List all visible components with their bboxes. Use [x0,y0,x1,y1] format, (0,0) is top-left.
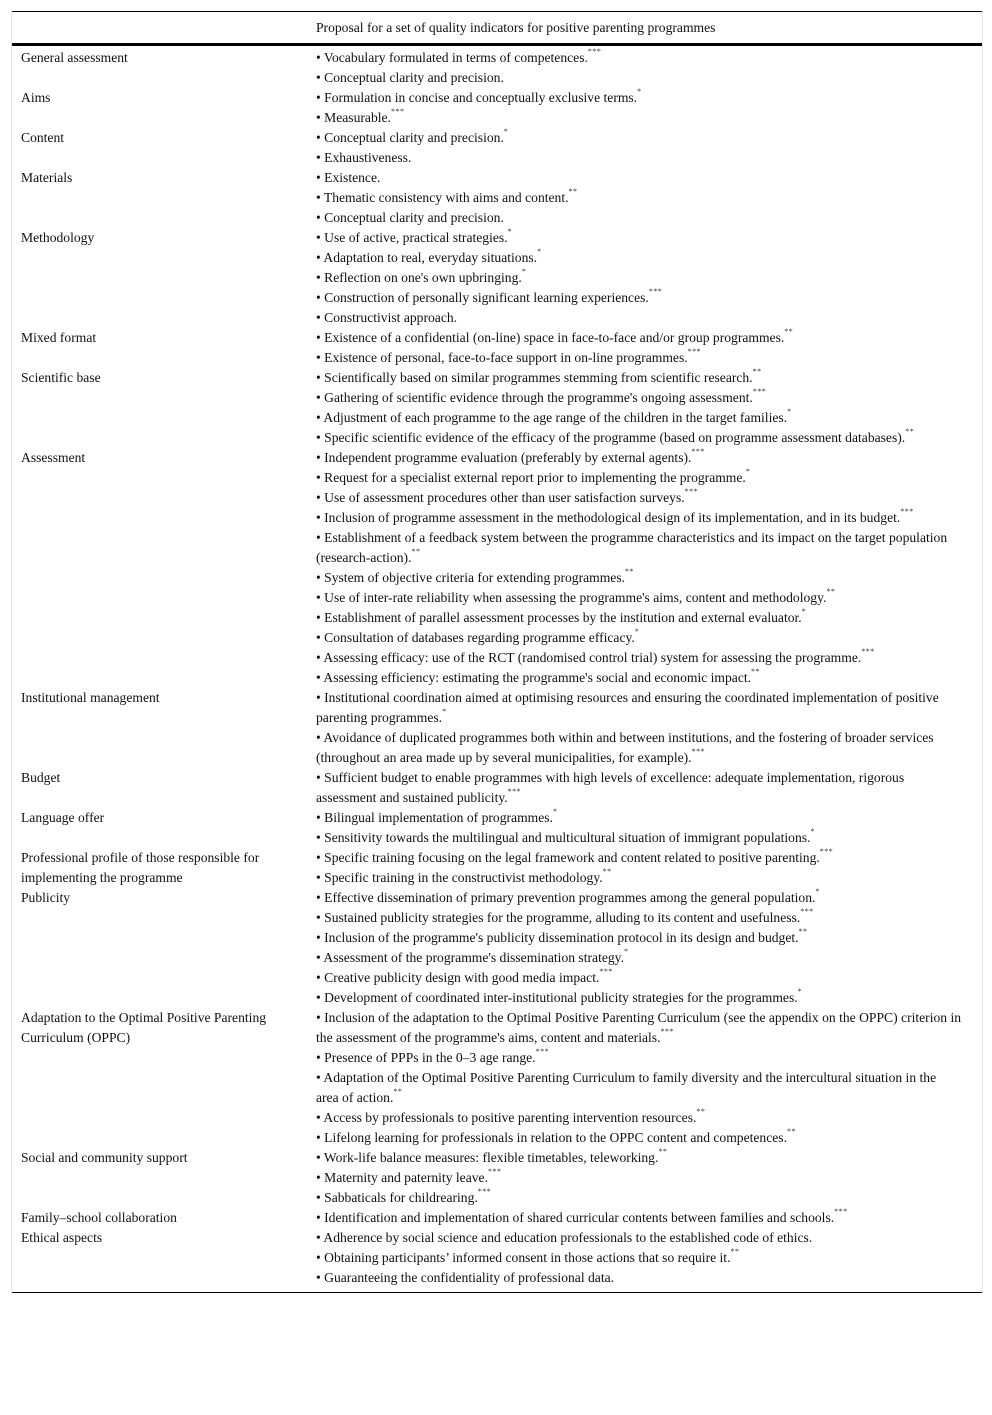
significance-marker: ** [751,667,761,676]
indicator-item [316,908,982,928]
category-cell: Aims [21,90,51,105]
indicator-text: • Specific training focusing on the legal framework and content related to positive parenting. [316,850,820,865]
indicator-text: • Use of assessment procedures other than user satisfaction surveys. [316,490,685,505]
indicator-text: • Creative publicity design with good media impact. [316,970,600,985]
category-cell: Adaptation to the Optimal Positive Parenting Curriculum (OPPC) [21,1010,267,1045]
indicator-text: • Formulation in concise and conceptually exclusive terms. [316,90,638,105]
indicator-text: • Sufficient budget to enable programmes with high levels of excellence: adequate implementation, rigorous assessment and sustained publicity. [316,770,905,805]
table-body [12,45,982,1293]
indicator-item [316,1068,982,1108]
indicators-cell [316,45,982,89]
table-row [12,1208,982,1228]
indicator-item [316,1108,982,1128]
indicator-text: • Construction of personally significant learning experiences. [316,290,649,305]
indicator-item [316,68,982,88]
table-row [12,808,982,848]
indicator-text: • Bilingual implementation of programmes. [316,810,553,825]
indicator-item [316,468,982,488]
table-row [12,168,982,228]
indicator-text: • Establishment of parallel assessment processes by the institution and external evaluator. [316,610,802,625]
significance-marker: *** [800,907,814,916]
table-row [12,1228,982,1293]
indicator-text: • Vocabulary formulated in terms of competences. [316,50,588,65]
indicator-text: • Effective dissemination of primary prevention programmes among the general population. [316,890,816,905]
indicators-cell [316,1008,982,1148]
indicator-text: • Adjustment of each programme to the age range of the children in the target families. [316,410,788,425]
indicator-text: • Sensitivity towards the multilingual and multicultural situation of immigrant populations. [316,830,811,845]
indicator-item [316,528,982,568]
indicator-item [316,848,982,868]
indicator-item [316,288,982,308]
indicators-cell [316,328,982,368]
table-row [12,45,982,89]
table-row [12,768,982,808]
indicator-text: • Sabbaticals for childrearing. [316,1190,478,1205]
significance-marker: *** [834,1207,848,1216]
indicator-text: • Conceptual clarity and precision. [316,130,504,145]
indicator-item [316,108,982,128]
significance-marker: ** [826,587,836,596]
indicator-text: • Inclusion of programme assessment in the methodological design of its implementation, and in its budget. [316,510,901,525]
significance-marker: ** [625,567,635,576]
significance-marker: ** [784,327,794,336]
category-cell: Materials [21,170,73,185]
indicator-text: • Use of active, practical strategies. [316,230,508,245]
significance-marker: * [521,267,527,276]
indicator-item [316,968,982,988]
indicator-text: • Inclusion of the programme's publicity dissemination protocol in its design and budget. [316,930,799,945]
indicators-cell [316,128,982,168]
indicator-text: • Adaptation to real, everyday situations. [316,250,538,265]
indicator-text: • Existence. [316,170,381,185]
indicator-item [316,488,982,508]
table-header-row [12,12,982,45]
indicator-text: • Institutional coordination aimed at optimising resources and ensuring the coordinated implementation of positive parenting programmes. [316,690,939,725]
category-cell: Publicity [21,890,71,905]
indicator-text: • Maternity and paternity leave. [316,1170,488,1185]
significance-marker: *** [687,347,702,356]
category-cell: Mixed format [21,330,97,345]
significance-marker: * [810,827,815,836]
indicator-item [316,688,982,728]
indicator-item [316,608,982,628]
indicator-item [316,208,982,228]
significance-marker: *** [507,787,522,796]
significance-marker: *** [861,647,875,656]
significance-marker: * [537,247,542,256]
significance-marker: ** [696,1107,706,1116]
indicator-item [316,428,982,448]
significance-marker: ** [752,367,762,376]
significance-marker: * [815,887,820,896]
column-header-category [12,12,316,45]
indicator-item [316,448,982,468]
indicators-cell [316,888,982,1008]
indicator-item [316,408,982,428]
category-cell: Family–school collaboration [21,1210,177,1225]
category-cell: General assessment [21,50,128,65]
indicator-text: • Inclusion of the adaptation to the Optimal Positive Parenting Curriculum (see the appendix on the OPPC) criterion in the assessment of the programme's aims, content and materials. [316,1010,962,1045]
significance-marker: ** [905,427,915,436]
indicator-text: • Avoidance of duplicated programmes both within and between institutions, and the fostering of broader services (throughout an area made up by several municipalities, for example). [316,730,934,765]
indicator-item [316,1268,982,1288]
indicator-item [316,328,982,348]
indicator-item [316,668,982,688]
indicator-text: • Work-life balance measures: flexible timetables, teleworking. [316,1150,659,1165]
indicator-item [316,868,982,888]
indicator-text: • Scientifically based on similar programmes stemming from scientific research. [316,370,753,385]
indicator-item [316,48,982,68]
table-row [12,328,982,368]
indicator-text: • Gathering of scientific evidence through the programme's ongoing assessment. [316,390,753,405]
indicator-text: • System of objective criteria for extending programmes. [316,570,626,585]
indicator-text: • Exhaustiveness. [316,150,412,165]
significance-marker: ** [393,1087,403,1096]
indicator-item [316,828,982,848]
indicator-text: • Presence of PPPs in the 0–3 age range. [316,1050,536,1065]
significance-marker: ** [658,1147,668,1156]
significance-marker: * [801,607,807,616]
indicator-item [316,248,982,268]
indicators-cell [316,848,982,888]
category-cell: Professional profile of those responsible for implementing the programme [21,850,260,885]
indicator-text: • Adaptation of the Optimal Positive Parenting Curriculum to family diversity and the intercultural situation in the area of action. [316,1070,937,1105]
indicator-item [316,728,982,768]
indicator-text: • Establishment of a feedback system between the programme characteristics and its impact on the target population (research-action). [316,530,948,565]
significance-marker: * [745,467,751,476]
indicator-text: • Specific scientific evidence of the efficacy of the programme (based on programme assessment databases). [316,430,906,445]
indicator-text: • Guaranteeing the confidentiality of professional data. [316,1270,615,1285]
indicators-cell [316,368,982,448]
indicator-item [316,808,982,828]
table-row [12,228,982,328]
significance-marker: * [787,407,792,416]
indicator-item [316,948,982,968]
indicator-item [316,308,982,328]
category-cell: Language offer [21,810,105,825]
indicator-item [316,88,982,108]
indicators-cell [316,1208,982,1228]
indicators-cell [316,1228,982,1293]
significance-marker: * [637,87,642,96]
significance-marker: ** [568,187,578,196]
indicator-item [316,148,982,168]
table-row [12,848,982,888]
indicator-text: • Specific training in the constructivist methodology. [316,870,603,885]
indicator-item [316,1228,982,1248]
indicator-item [316,1168,982,1188]
indicator-text: • Lifelong learning for professionals in relation to the OPPC content and competences. [316,1130,787,1145]
indicator-item [316,1148,982,1168]
indicator-item [316,768,982,808]
category-cell: Content [21,130,65,145]
significance-marker: *** [599,967,613,976]
indicator-item [316,588,982,608]
table-row [12,1008,982,1148]
indicators-cell [316,168,982,228]
indicator-item [316,1208,982,1228]
significance-marker: ** [786,1127,796,1136]
significance-marker: * [552,807,558,816]
significance-marker: *** [390,107,405,116]
indicator-text: • Request for a specialist external report prior to implementing the programme. [316,470,746,485]
category-cell: Institutional management [21,690,160,705]
indicator-item [316,1128,982,1148]
significance-marker: ** [411,547,421,556]
table-bottom-rule [12,1293,982,1294]
category-cell: Scientific base [21,370,101,385]
significance-marker: *** [535,1047,550,1056]
indicator-item [316,168,982,188]
indicators-cell [316,1148,982,1208]
indicator-item [316,1188,982,1208]
indicator-item [316,988,982,1008]
table-row [12,688,982,768]
indicators-cell [316,448,982,688]
significance-marker: ** [602,867,612,876]
indicator-item [316,648,982,668]
significance-marker: *** [648,287,663,296]
indicator-item [316,368,982,388]
quality-indicators-table [12,11,982,1293]
significance-marker: *** [691,747,706,756]
indicator-text: • Adherence by social science and education professionals to the established code of ethics. [316,1230,813,1245]
indicator-item [316,888,982,908]
indicator-text: • Access by professionals to positive parenting intervention resources. [316,1110,697,1125]
indicator-item [316,188,982,208]
indicator-text: • Development of coordinated inter-institutional publicity strategies for the programmes. [316,990,798,1005]
table-row [12,88,982,128]
significance-marker: * [634,627,640,636]
indicator-text: • Assessment of the programme's dissemination strategy. [316,950,624,965]
bottom-rule [12,1293,982,1294]
indicator-item [316,388,982,408]
indicator-item [316,128,982,148]
significance-marker: ** [730,1247,740,1256]
indicator-item [316,268,982,288]
indicator-text: • Reflection on one's own upbringing. [316,270,522,285]
indicator-item [316,508,982,528]
indicator-item [316,628,982,648]
indicator-text: • Conceptual clarity and precision. [316,70,504,85]
indicator-text: • Consultation of databases regarding programme efficacy. [316,630,635,645]
indicators-cell [316,88,982,128]
category-cell: Ethical aspects [21,1230,103,1245]
indicator-text: • Existence of personal, face-to-face support in on-line programmes. [316,350,688,365]
indicators-cell [316,808,982,848]
significance-marker: ** [798,927,808,936]
category-cell: Budget [21,770,61,785]
indicator-text: • Existence of a confidential (on-line) space in face-to-face and/or group programmes. [316,330,785,345]
indicator-text: • Measurable. [316,110,391,125]
indicator-text: • Conceptual clarity and precision. [316,210,504,225]
table-row [12,888,982,1008]
category-cell: Methodology [21,230,95,245]
significance-marker: * [503,127,509,136]
indicators-cell [316,228,982,328]
significance-marker: *** [487,1167,502,1176]
column-header-indicators: Proposal for a set of quality indicators for positive parenting programmes [316,12,982,45]
table-row [12,128,982,168]
indicator-item [316,928,982,948]
indicator-text: • Assessing efficiency: estimating the programme's social and economic impact. [316,670,752,685]
significance-marker: *** [684,487,699,496]
indicators-cell [316,768,982,808]
indicator-item [316,1048,982,1068]
significance-marker: *** [752,387,767,396]
significance-marker: *** [660,1027,674,1036]
indicator-text: • Constructivist approach. [316,310,458,325]
significance-marker: * [507,227,513,236]
table-row [12,368,982,448]
category-cell: Social and community support [21,1150,188,1165]
significance-marker: * [442,707,447,716]
indicator-text: • Identification and implementation of shared curricular contents between families and schools. [316,1210,835,1225]
significance-marker: *** [900,507,914,516]
significance-marker: *** [587,47,602,56]
significance-marker: *** [819,847,834,856]
table-row [12,1148,982,1208]
significance-marker: *** [691,447,705,456]
indicator-text: • Sustained publicity strategies for the programme, alluding to its content and usefulness. [316,910,801,925]
indicator-item [316,228,982,248]
indicator-item [316,348,982,368]
indicator-item [316,1008,982,1048]
indicator-item [316,568,982,588]
indicator-text: • Assessing efficacy: use of the RCT (randomised control trial) system for assessing the programme. [316,650,862,665]
indicator-item [316,1248,982,1268]
indicator-text: • Thematic consistency with aims and content. [316,190,569,205]
indicators-cell [316,688,982,768]
significance-marker: * [623,947,629,956]
significance-marker: *** [477,1187,492,1196]
indicator-text: • Independent programme evaluation (preferably by external agents). [316,450,692,465]
significance-marker: * [797,987,803,996]
table-row [12,448,982,688]
indicator-text: • Use of inter-rate reliability when assessing the programme's aims, content and methodology. [316,590,827,605]
category-cell: Assessment [21,450,86,465]
quality-indicators-table-container [11,11,983,1293]
indicator-text: • Obtaining participants’ informed consent in those actions that so require it. [316,1250,731,1265]
